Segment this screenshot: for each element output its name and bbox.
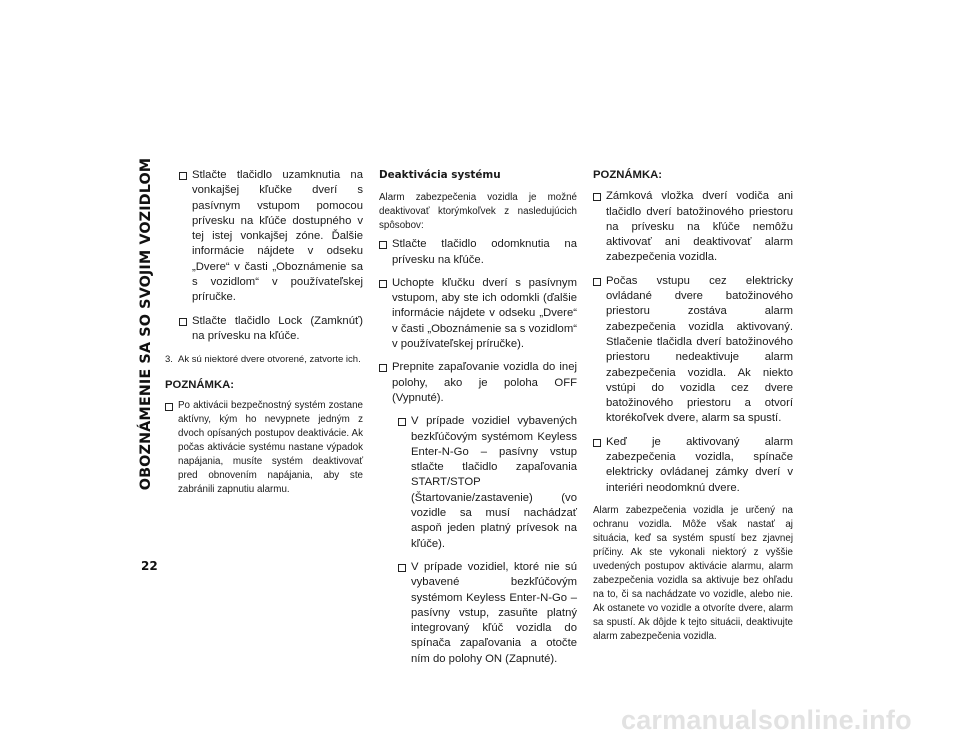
sub-bullet-non-keyless: V prípade vozidiel, ktoré nie sú vybavené bezkľúčovým systémom Keyless Enter-N-Go – pasívny vstup, zasuňte platný integrovaný kľúč vozidla do spínača zapaľovania a otočte ním do polohy ON (Zapnuté). — [398, 560, 577, 667]
alarm-paragraph: Alarm zabezpečenia vozidla je určený na ochranu vozidla. Môže však nastať aj situácia, keď sa systém spustí bez zjavnej príčiny. Ak ste vykonali niektorý z vyššie uvedených postupov aktivácie alarmu, alarm zabezpečenia vozidla sa aktivuje bez ohľadu na to, či sa nachádzate vo vozidle, alebo nie. Ak ostanete vo vozidle a otvoríte dvere, alarm sa spustí. Ak dôjde k tejto situácii, deaktivujte alarm zabezpečenia vozidla. — [593, 504, 793, 642]
checkbox-bullet-icon — [593, 193, 601, 201]
note-bullet-lock-switches: Keď je aktivovaný alarm zabezpečenia vozidla, spínače elektricky ovládanej zámky dverí v interiéri neodomknú dvere. — [593, 435, 793, 496]
numbered-step-3 — [165, 352, 363, 367]
column-3 — [593, 168, 793, 644]
chapter-title-text: OBOZNÁMENIE SA SO SVOJIM VOZIDLOM — [138, 157, 155, 490]
section-heading: Deaktivácia systému — [379, 169, 501, 181]
note-heading: POZNÁMKA: — [593, 169, 663, 181]
note-heading: POZNÁMKA: — [165, 378, 235, 391]
column-1 — [165, 168, 363, 497]
note-bullet-lock-cylinder: Zámková vložka dverí vodiča ani tlačidlo dverí batožinového priestoru na prívesku na kľúče nemôžu aktivovať ani deaktivovať alarm zabezpečenia vozidla. — [593, 189, 793, 265]
checkbox-bullet-icon — [398, 418, 406, 426]
chapter-side-title — [133, 157, 159, 490]
step-number: 3. — [165, 354, 173, 366]
bullet-unlock-key-fob: Stlačte tlačidlo odomknutia na prívesku na kľúče. — [379, 237, 577, 268]
checkbox-bullet-icon — [379, 241, 387, 249]
checkbox-bullet-icon — [593, 439, 601, 447]
checkbox-bullet-icon — [179, 318, 187, 326]
checkbox-bullet-icon — [379, 280, 387, 288]
intro-paragraph: Alarm zabezpečenia vozidla je možné deaktivovať ktorýmkoľvek z nasledujúcich spôsobov: — [379, 192, 577, 232]
note-bullet: Po aktivácii bezpečnostný systém zostane aktívny, kým ho nevypnete jedným z dvoch opísaných postupov deaktivácie. Ak počas aktivácie systému nastane výpadok napájania, musíte systém deaktivovať pred obnovením napájania, aby ste zabránili zapnutiu alarmu. — [165, 399, 363, 497]
step-text: Ak sú niektoré dvere otvorené, zatvorte ich. — [178, 354, 361, 366]
sub-bullet-keyless: V prípade vozidiel vybavených bezkľúčovým systémom Keyless Enter-N-Go – pasívny vstup stlačte tlačidlo zapaľovania START/STOP (Štartovanie/zastavenie) (vo vozidle sa musí nachádzať aspoň jeden platný prívesok na kľúče). — [398, 414, 577, 552]
page-number: 22 — [141, 559, 158, 573]
checkbox-bullet-icon — [379, 364, 387, 372]
column-2 — [379, 168, 577, 667]
checkbox-bullet-icon — [593, 278, 601, 286]
checkbox-bullet-icon — [179, 172, 187, 180]
bullet-ignition: Prepnite zapaľovanie vozidla do inej polohy, ako je poloha OFF (Vypnuté). — [379, 360, 577, 406]
bullet-lock-key-fob: Stlačte tlačidlo Lock (Zamknúť) na prívesku na kľúče. — [179, 314, 363, 345]
checkbox-bullet-icon — [398, 564, 406, 572]
bullet-grab-handle: Uchopte kľučku dverí s pasívnym vstupom, aby ste ich odomkli (ďalšie informácie nájdete v odseku „Dvere“ v časti „Oboznámenie sa s vozidlom“ v používateľskej príručke). — [379, 276, 577, 352]
bullet-lock-door-handle: Stlačte tlačidlo uzamknutia na vonkajšej kľučke dverí s pasívnym vstupom pomocou prívesku na kľúče dostupného v tej istej vonkajšej zóne. Ďalšie informácie nájdete v odseku „Dvere“ v časti „Oboznámenie sa s vozidlom“ v používateľskej príručke. — [179, 168, 363, 306]
watermark: carmanualsonline.info — [621, 705, 912, 735]
note-bullet-liftgate: Počas vstupu cez elektricky ovládané dvere batožinového priestoru zostáva alarm zabezpečenia vozidla aktivovaný. Stlačenie tlačidla dverí batožinového priestoru nedeaktivuje alarm zabezpečenia vozidla. Ak niekto vstúpi do vozidla cez dvere batožinového priestoru a otvorí ktorékoľvek dvere, alarm sa spustí. — [593, 274, 793, 427]
checkbox-bullet-icon — [165, 403, 173, 411]
